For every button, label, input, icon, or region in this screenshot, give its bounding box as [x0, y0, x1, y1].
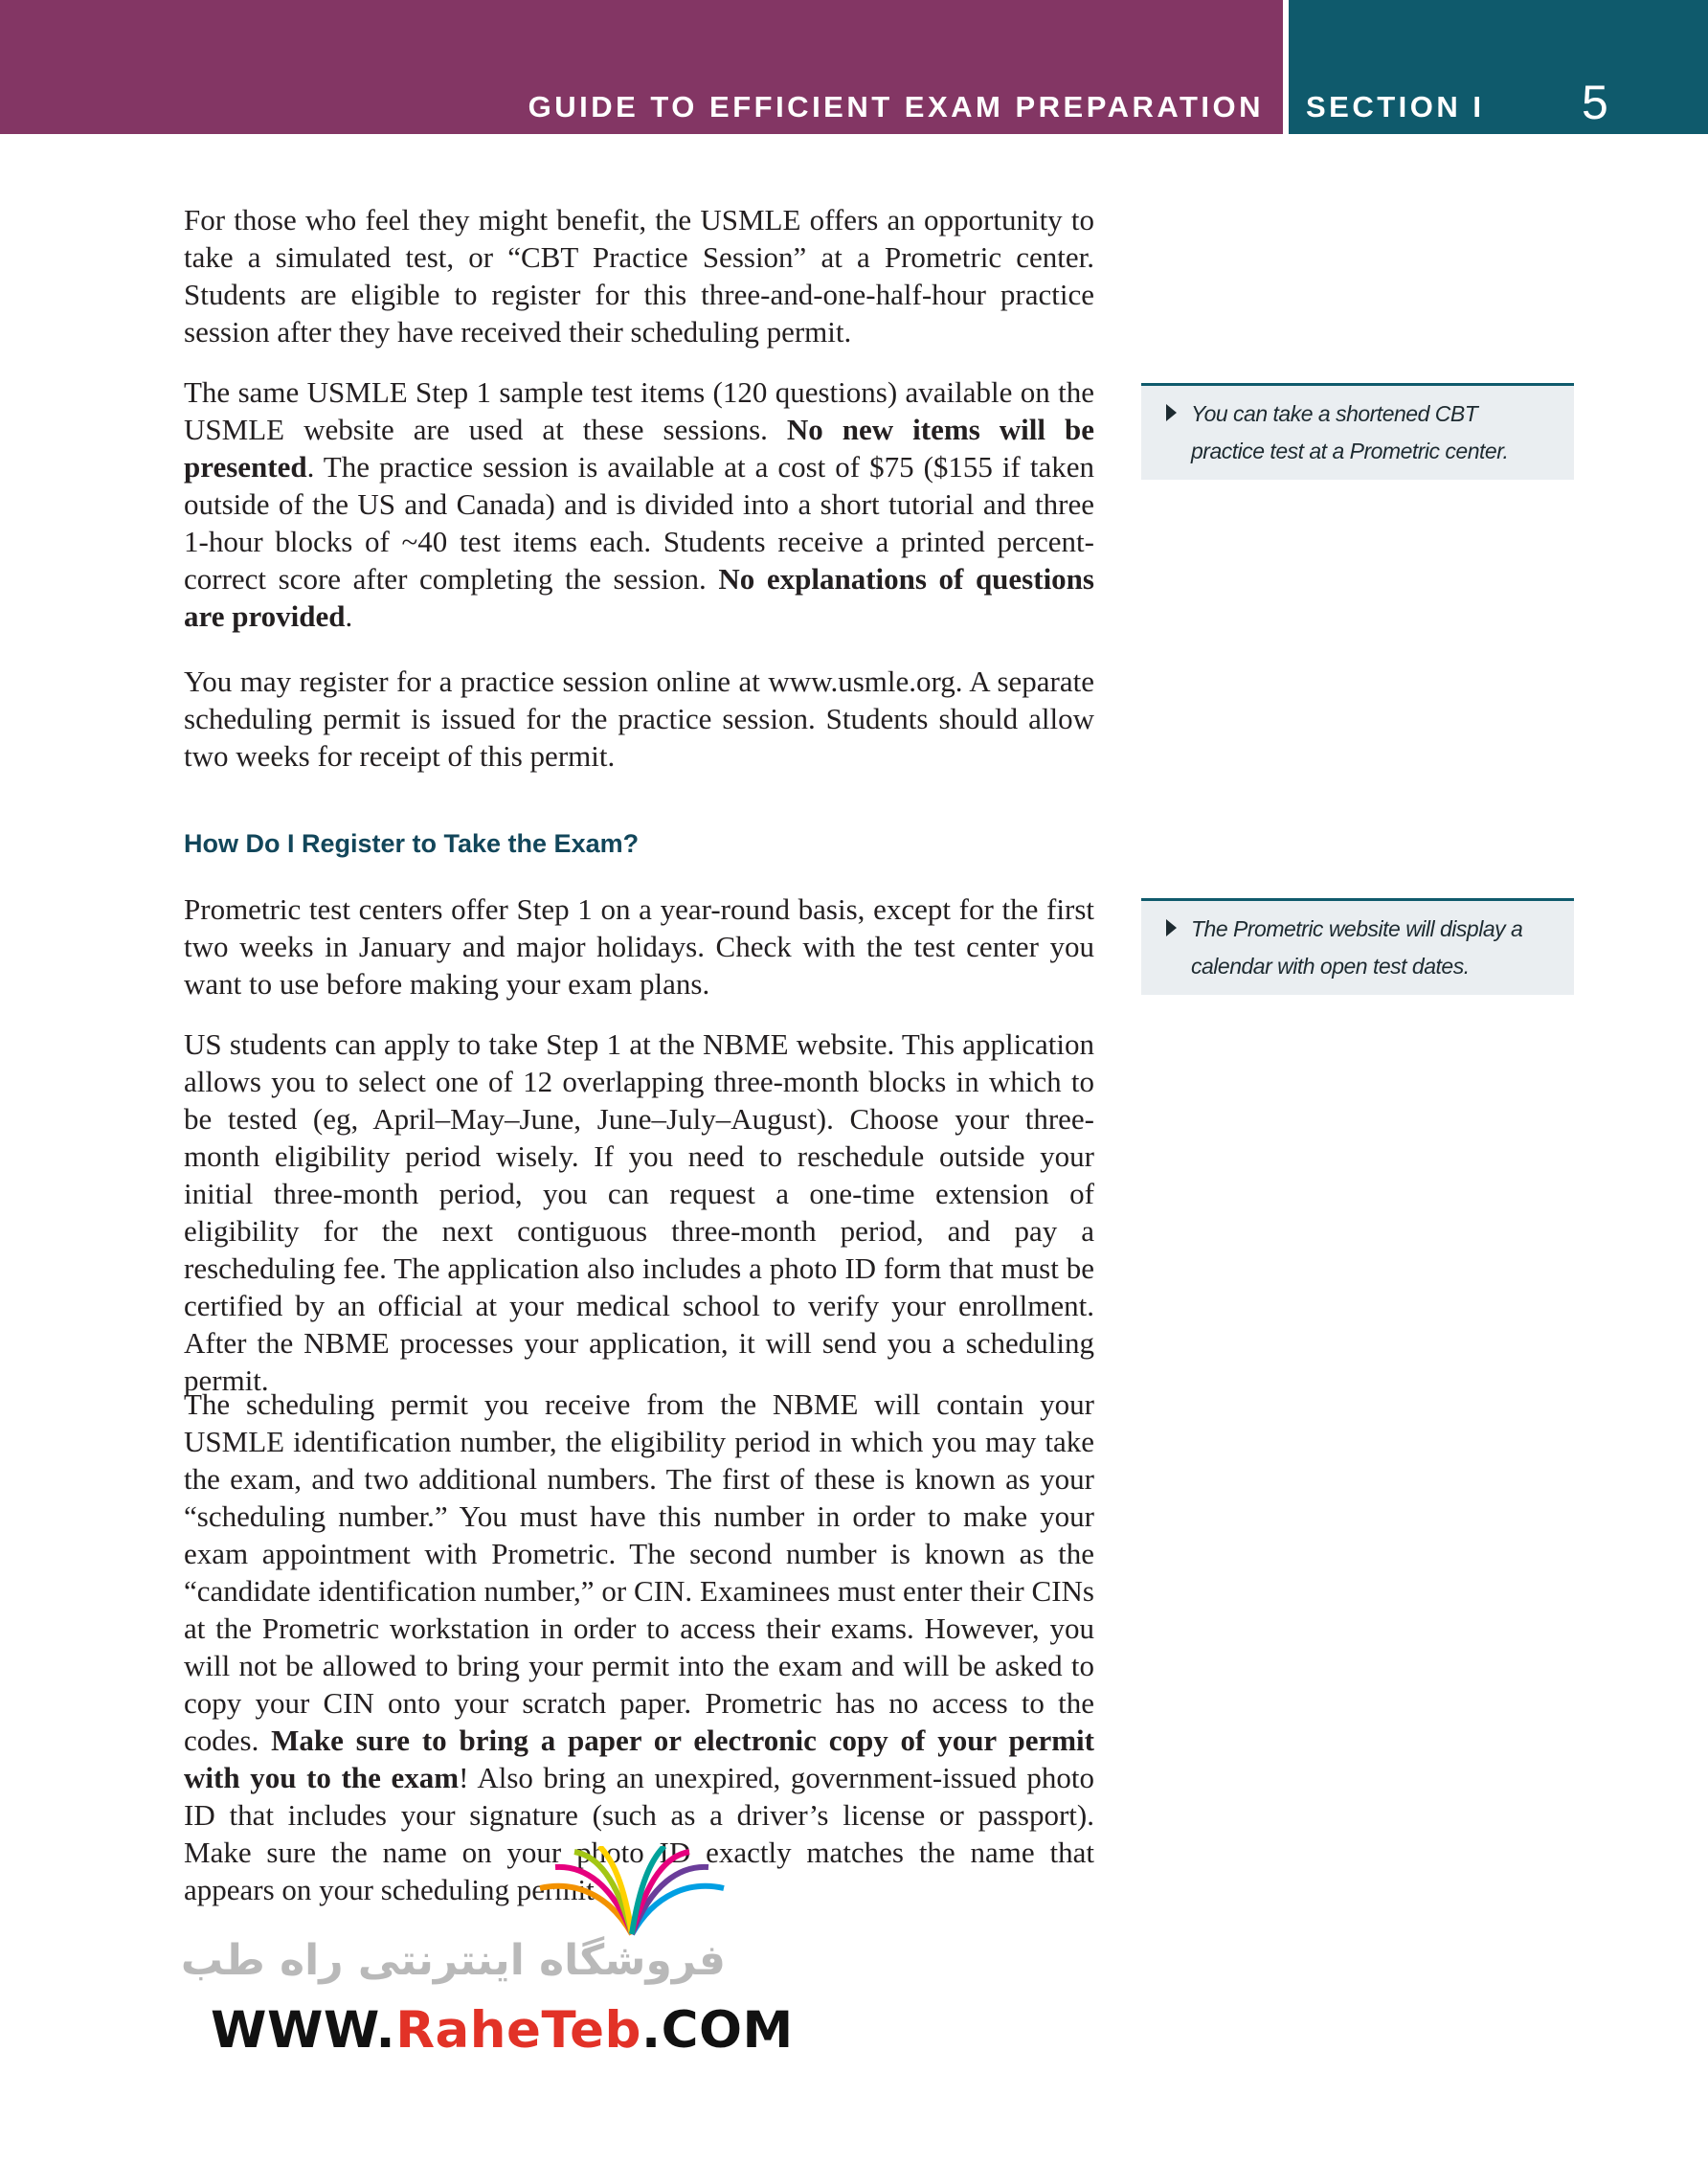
paragraph-text: The scheduling permit you receive from the NBME will contain your USMLE identification number, the eligibility period in which you may take the exam, and two additional numbers. The first of these is known as your “scheduling number.” You must have this number in order to make your exam appointment with Prometric. The second number is known as the “candidate identification number,” or CIN. Examinees must enter their CINs at the Prometric workstation in order to access their exams. However, you will not be allowed to bring your permit into the exam and will be asked to copy your CIN onto your scratch paper. Prometric has no access to the codes. [184, 1387, 1094, 1757]
bold-emphasis: No new items will be presented [184, 413, 1094, 484]
paragraph-text: . [345, 599, 353, 633]
paragraph-text: ! Also bring an unexpired, government-issued photo ID that includes your signature (such as a driver’s license or passport). Make sure the name on your photo ID exactly matches the name that appears on your scheduling permit. [184, 1761, 1094, 1906]
paragraph-practice-session: For those who feel they might benefit, the USMLE offers an opportunity to take a simulated test, or “CBT Practice Session” at a Prometric center. Students are eligible to register for this three-and-one-half-hour practice session after they have received their scheduling permit. [184, 203, 1094, 349]
watermark-url-suffix: .COM [640, 2001, 794, 2060]
sidebar-note [1141, 898, 1574, 995]
running-header-section: SECTION I [1306, 90, 1485, 124]
sidebar-note [1141, 383, 1574, 480]
watermark-url-prefix: WWW. [211, 2001, 396, 2060]
watermark-persian-text: فروشگاه اینترنتی راه طب [180, 1936, 726, 1985]
running-header-title: GUIDE TO EFFICIENT EXAM PREPARATION [528, 90, 1264, 124]
paragraph-sample-items [184, 373, 1094, 635]
bold-emphasis: Make sure to bring a paper or electronic copy of your permit with you to the exam [184, 1724, 1094, 1794]
watermark-url [211, 2001, 794, 2060]
sidebar-note-text: You can take a shortened CBT practice test at a Prometric center. [1191, 401, 1509, 463]
bold-emphasis: No explanations of questions are provided [184, 562, 1094, 633]
page-number: 5 [1582, 76, 1608, 129]
sidebar-note-text: The Prometric website will display a calendar with open test dates. [1191, 916, 1523, 979]
open-book-logo-icon [536, 1846, 728, 1938]
paragraph-text: The same USMLE Step 1 sample test items (120 questions) available on the USMLE website are used at these sessions. [184, 375, 1094, 446]
triangle-bullet-icon [1166, 404, 1177, 421]
paragraph-scheduling-permit [184, 1386, 1094, 1908]
paragraph-register-online: You may register for a practice session online at www.usmle.org. A separate scheduling permit is issued for the practice session. Students should allow two weeks for receipt of this permit. [184, 665, 1094, 773]
triangle-bullet-icon [1166, 919, 1177, 936]
section-heading: How Do I Register to Take the Exam? [184, 829, 640, 858]
paragraph-text: . The practice session is available at a cost of $75 ($155 if taken outside of the US and Canada) and is divided into a short tutorial and three 1-hour blocks of ~40 test items each. Students receive a printed percent-correct score after completing the session. [184, 450, 1094, 596]
paragraph-us-students: US students can apply to take Step 1 at the NBME website. This application allows you to select one of 12 overlapping three-month blocks in which to be tested (eg, April–May–June, June–July–August). Choose your three-month eligibility period wisely. If you need to reschedule outside your initial three-month period, you can request a one-time extension of eligibility for the next contiguous three-month period, and pay a rescheduling fee. The application also includes a photo ID form that must be certified by an official at your medical school to verify your enrollment. After the NBME processes your application, it will send you a scheduling permit. [184, 1027, 1094, 1397]
paragraph-prometric-centers: Prometric test centers offer Step 1 on a year-round basis, except for the first two weeks in January and major holidays. Check with the test center you want to use before making your exam plans. [184, 892, 1094, 1001]
watermark-url-brand: RaheTeb [395, 2001, 641, 2060]
